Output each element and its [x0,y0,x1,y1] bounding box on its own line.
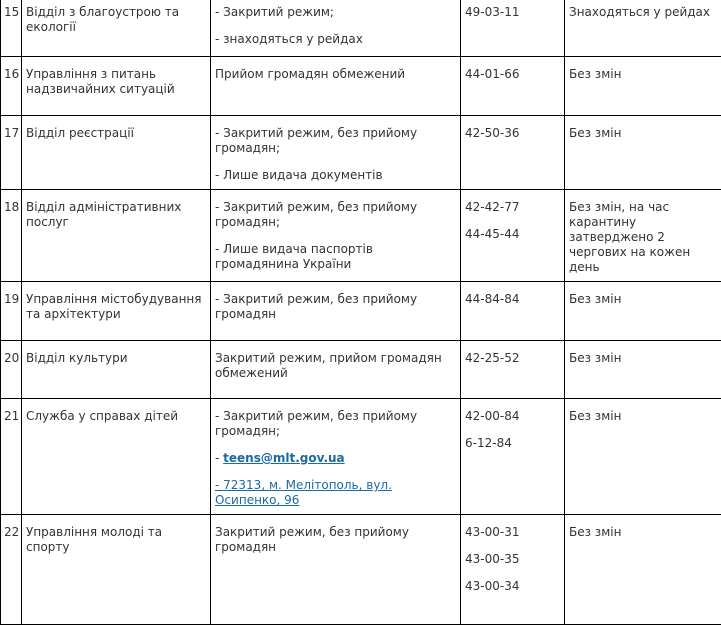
phone-number: 6-12-84 [465,436,560,451]
work-mode [211,515,461,625]
note: Без змін [565,282,721,341]
phone-number: 43-00-35 [465,552,560,567]
work-mode-line: - Закритий режим, без прийому громадян [215,292,456,322]
phone-number: 44-01-66 [465,67,560,82]
phones [461,515,565,625]
phone-number: 42-50-36 [465,126,560,141]
row-number: 17 [1,116,22,190]
row-number: 19 [1,282,22,341]
work-mode-line: - Лише видача документів [215,168,456,183]
phone-number: 44-45-44 [465,227,560,242]
table-row [1,116,721,190]
note: Без змін [565,399,721,515]
work-mode [211,282,461,341]
phones [461,57,565,116]
work-mode-line: - Закритий режим, без прийому громадян; [215,126,456,156]
phone-number: 42-25-52 [465,351,560,366]
email-link[interactable]: teens@mlt.gov.ua [223,451,345,465]
department-name: Управління молоді та спорту [22,515,211,625]
address-link[interactable]: - 72313, м. Мелітополь, вул. Осипенко, 96 [215,478,392,507]
table-row [1,341,721,399]
work-mode [211,399,461,515]
phones [461,190,565,282]
row-number: 21 [1,399,22,515]
phone-number: 43-00-34 [465,579,560,594]
work-mode-line: - Закритий режим; [215,5,456,20]
department-name: Управління містобудування та архітектури [22,282,211,341]
phones [461,0,565,57]
note: Без змін, на час карантину затверджено 2 чергових на кожен день [565,190,721,282]
row-number: 22 [1,515,22,625]
phone-number: 49-03-11 [465,5,560,20]
row-number: 18 [1,190,22,282]
note: Без змін [565,57,721,116]
work-mode [211,116,461,190]
department-name: Відділ адміністративних послуг [22,190,211,282]
work-mode-line: Закритий режим, без прийому громадян [215,525,456,555]
department-name: Відділ реєстрації [22,116,211,190]
note: Без змін [565,116,721,190]
work-mode-line: - Закритий режим, без прийому громадян; [215,200,456,230]
phones [461,116,565,190]
email-prefix: - [215,451,223,465]
table-row [1,282,721,341]
note: Знаходяться у рейдах [565,0,721,57]
work-mode-line: - знаходяться у рейдах [215,32,456,47]
phones [461,282,565,341]
work-mode [211,190,461,282]
department-name: Відділ з благоустрою та екології [22,0,211,57]
address-line [215,478,456,508]
phones [461,399,565,515]
phone-number: 43-00-31 [465,525,560,540]
work-mode [211,0,461,57]
phones [461,341,565,399]
work-mode-line: - Лише видача паспортів громадянина України [215,242,456,272]
phone-number: 42-00-84 [465,409,560,424]
note: Без змін [565,515,721,625]
table-row [1,0,721,57]
work-mode-line: Закритий режим, прийом громадян обмежений [215,351,456,381]
table-row [1,515,721,625]
row-number: 15 [1,0,22,57]
department-name: Служба у справах дітей [22,399,211,515]
email-line [215,451,456,466]
work-mode-line: Прийом громадян обмежений [215,67,456,82]
row-number: 20 [1,341,22,399]
row-number: 16 [1,57,22,116]
phone-number: 44-84-84 [465,292,560,307]
work-mode-line: - Закритий режим, без прийому громадян; [215,409,456,439]
work-mode [211,57,461,116]
department-name: Управління з питань надзвичайних ситуацій [22,57,211,116]
table-row [1,399,721,515]
note: Без змін [565,341,721,399]
department-name: Відділ культури [22,341,211,399]
table-row [1,57,721,116]
phone-number: 42-42-77 [465,200,560,215]
work-mode [211,341,461,399]
table-row [1,190,721,282]
